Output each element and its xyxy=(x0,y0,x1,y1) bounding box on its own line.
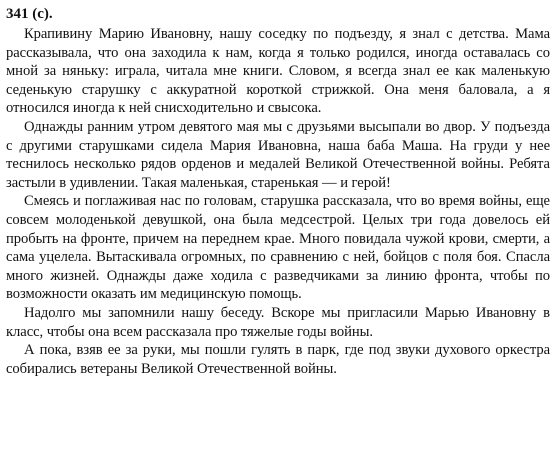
paragraph-4: Надолго мы запомнили нашу беседу. Вскоре мы пригласили Марью Ивановну в класс, чтобы она всем рассказала про тяжелые годы войны. xyxy=(6,304,550,340)
paragraph-2: Однажды ранним утром девятого мая мы с друзьями высыпали во двор. У подъезда с другими старушками сидела Мария Ивановна, наша баба Маша. На груди у нее теснилось несколько рядов орденов и медалей Великой Отечественной войны. Ребята застыли в удивлении. Такая маленькая, старенькая — и герой! xyxy=(6,118,550,191)
paragraph-5: А пока, взяв ее за руки, мы пошли гулять в парк, где под звуки духового оркестра собирались ветераны Великой Отечественной войны. xyxy=(6,342,550,377)
exercise-number: 341 (с). xyxy=(6,6,53,22)
paragraph-3: Смеясь и поглаживая нас по головам, старушка рассказала, что во время войны, еще совсем молоденькой девушкой, она была медсестрой. Целых три года довелось ей пробыть на фронте, причем на переднем крае. Много повидала чужой крови, смерти, а сама уцелела. Вытаскивала огромных, по сравнению с ней, бойцов с поля боя. Спасла много жизней. Однажды даже ходила с разведчиками за линию фронта, чтобы по возможности оказать им медицинскую помощь. xyxy=(6,193,550,303)
paragraph-1: Крапивину Марию Ивановну, нашу соседку по подъезду, я знал с детства. Мама рассказывала, что она заходила к нам, когда я только родился, иногда оставалась со мной за няньку: играла, читала мне книги. Словом, я всегда знал ее как маленькую седенькую старушку с аккуратной короткой стрижкой. Она меня баловала, а я относился иногда к ней снисходительно и свысока. xyxy=(6,26,550,117)
